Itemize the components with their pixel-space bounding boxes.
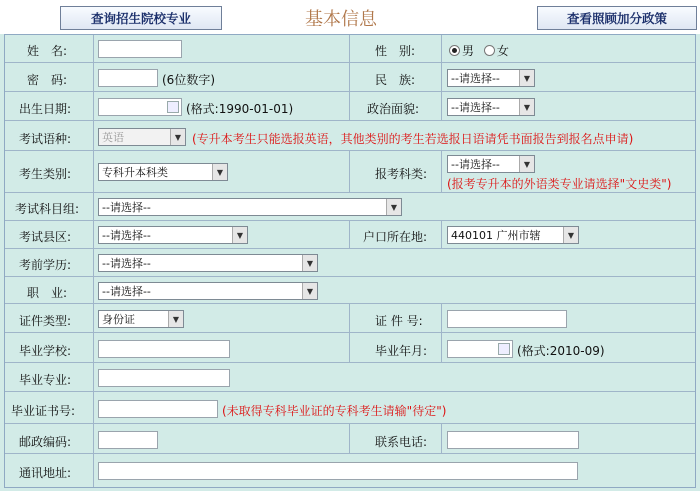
name-label: 姓 名:	[27, 44, 68, 58]
gender-label: 性 别:	[375, 44, 416, 58]
school-label: 毕业学校:	[19, 344, 72, 358]
exam-group-label: 考试科目组:	[15, 202, 80, 216]
row-exam-group	[5, 193, 695, 221]
cert-input[interactable]	[98, 400, 218, 418]
row-pre-education	[5, 249, 695, 277]
school-input[interactable]	[98, 340, 230, 358]
row-certificate	[5, 392, 695, 424]
chevron-down-icon: ▼	[232, 227, 247, 243]
birthdate-hint: (格式:1990-01-01)	[186, 102, 294, 116]
address-input[interactable]	[98, 462, 578, 480]
password-hint: (6位数字)	[162, 73, 215, 87]
birthdate-label: 出生日期:	[19, 102, 72, 116]
chevron-down-icon: ▼	[519, 99, 534, 115]
cert-label: 毕业证书号:	[11, 404, 76, 418]
exam-lang-label: 考试语种:	[19, 132, 72, 146]
row-birthdate	[5, 92, 695, 121]
top-bar	[0, 0, 700, 34]
row-password	[5, 63, 695, 92]
ethnicity-label: 民 族:	[375, 73, 416, 87]
id-number-input[interactable]	[447, 310, 567, 328]
chevron-down-icon: ▼	[168, 311, 183, 327]
phone-input[interactable]	[447, 431, 579, 449]
pre-edu-select[interactable]: --请选择-- ▼	[98, 254, 318, 272]
subject-type-label: 报考科类:	[375, 167, 428, 181]
gender-male-radio[interactable]	[449, 45, 460, 56]
chevron-down-icon: ▼	[302, 255, 317, 271]
row-address	[5, 454, 695, 487]
grad-year-hint: (格式:2010-09)	[517, 344, 605, 358]
chevron-down-icon: ▼	[170, 129, 185, 145]
row-id	[5, 304, 695, 333]
row-major	[5, 363, 695, 392]
password-label: 密 码:	[27, 73, 68, 87]
county-label: 考试县区:	[19, 230, 72, 244]
chevron-down-icon: ▼	[519, 156, 534, 172]
basic-info-form	[4, 34, 696, 488]
row-county	[5, 221, 695, 249]
query-schools-button[interactable]: 查询招生院校专业	[60, 6, 222, 30]
hukou-select[interactable]: 440101 广州市辖 ▼	[447, 226, 579, 244]
row-name	[5, 35, 695, 63]
id-number-label: 证 件 号:	[375, 314, 423, 328]
chevron-down-icon: ▼	[519, 70, 534, 86]
occupation-label: 职 业:	[27, 286, 68, 300]
bonus-policy-button[interactable]: 查看照顾加分政策	[537, 6, 697, 30]
chevron-down-icon: ▼	[302, 283, 317, 299]
subject-type-select[interactable]: --请选择-- ▼	[447, 155, 535, 173]
password-input[interactable]	[98, 69, 158, 87]
exam-lang-warning: (专升本考生只能选报英语，其他类别的考生若选报日语请凭书面报告到报名点申请)	[192, 132, 634, 146]
address-label: 通讯地址:	[19, 466, 72, 480]
grad-year-label: 毕业年月:	[375, 344, 428, 358]
gender-female-radio[interactable]	[484, 45, 495, 56]
county-select[interactable]: --请选择-- ▼	[98, 226, 248, 244]
gender-options	[449, 42, 509, 59]
gender-female-label: 女	[496, 44, 509, 58]
major-label: 毕业专业:	[19, 373, 72, 387]
page-title: 基本信息	[305, 9, 377, 30]
cert-warning: (未取得专科毕业证的专科考生请输"待定")	[222, 404, 447, 418]
birthdate-input[interactable]	[98, 98, 182, 116]
hukou-label: 户口所在地:	[363, 230, 428, 244]
major-input[interactable]	[98, 369, 230, 387]
candidate-type-select[interactable]: 专科升本科类 ▼	[98, 163, 228, 181]
chevron-down-icon: ▼	[212, 164, 227, 180]
political-select[interactable]: --请选择-- ▼	[447, 98, 535, 116]
candidate-type-label: 考生类别:	[19, 167, 72, 181]
political-label: 政治面貌:	[367, 102, 420, 116]
pre-edu-label: 考前学历:	[19, 258, 72, 272]
calendar-icon[interactable]	[498, 343, 510, 355]
row-occupation	[5, 277, 695, 304]
chevron-down-icon: ▼	[563, 227, 578, 243]
occupation-select[interactable]: --请选择-- ▼	[98, 282, 318, 300]
id-type-select[interactable]: 身份证 ▼	[98, 310, 184, 328]
postal-input[interactable]	[98, 431, 158, 449]
postal-label: 邮政编码:	[19, 435, 72, 449]
calendar-icon[interactable]	[167, 101, 179, 113]
chevron-down-icon: ▼	[386, 199, 401, 215]
gender-male-label: 男	[462, 44, 475, 58]
id-type-label: 证件类型:	[19, 314, 72, 328]
row-postal	[5, 424, 695, 454]
exam-group-select[interactable]: --请选择-- ▼	[98, 198, 402, 216]
exam-lang-select: 英语 ▼	[98, 128, 186, 146]
phone-label: 联系电话:	[375, 435, 428, 449]
row-school	[5, 333, 695, 363]
ethnicity-select[interactable]: --请选择-- ▼	[447, 69, 535, 87]
row-candidate-type	[5, 151, 695, 193]
name-input[interactable]	[98, 40, 182, 58]
grad-year-input[interactable]	[447, 340, 513, 358]
subject-type-warning: (报考专升本的外语类专业请选择"文史类")	[447, 177, 672, 191]
row-exam-language	[5, 121, 695, 151]
